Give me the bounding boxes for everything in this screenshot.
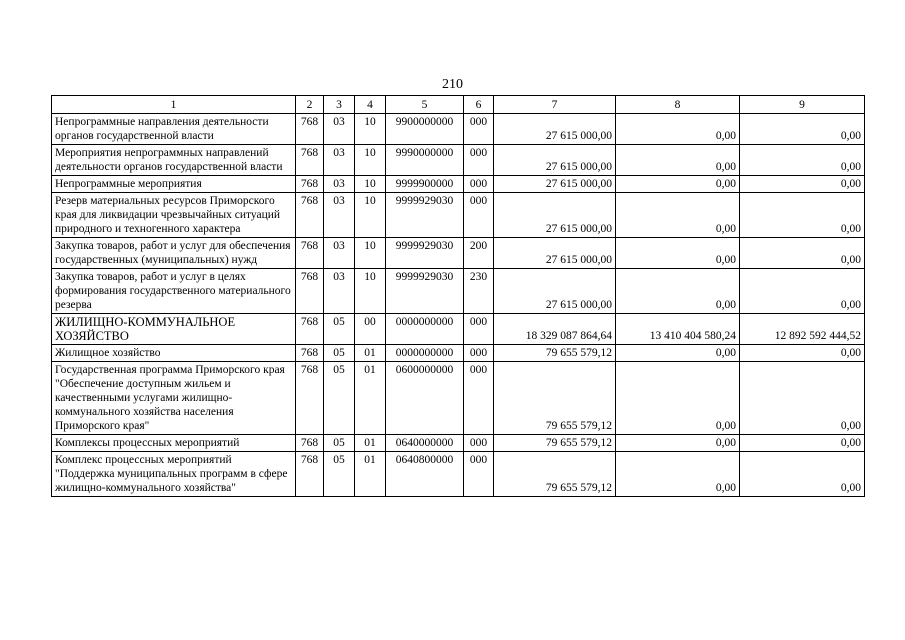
column-header: 3: [324, 96, 355, 114]
table-row: [52, 176, 865, 193]
row-name: Закупка товаров, работ и услуг в целях формирования государственного материального резерва: [52, 269, 296, 314]
target-article-code: 0600000000: [386, 362, 464, 435]
column-header: 2: [296, 96, 324, 114]
amount-col8: 0,00: [616, 238, 740, 269]
amount-col7: 27 615 000,00: [494, 193, 616, 238]
row-name: Закупка товаров, работ и услуг для обеспечения государственных (муниципальных) нужд: [52, 238, 296, 269]
table-row: [52, 238, 865, 269]
row-name: Комплексы процессных мероприятий: [52, 435, 296, 452]
section-code: 05: [324, 435, 355, 452]
amount-col9: 0,00: [740, 176, 865, 193]
amount-col8: 0,00: [616, 345, 740, 362]
ministry-code: 768: [296, 435, 324, 452]
column-header: 5: [386, 96, 464, 114]
section-code: 05: [324, 345, 355, 362]
table-row: [52, 452, 865, 497]
ministry-code: 768: [296, 176, 324, 193]
header-row: [52, 96, 865, 114]
target-article-code: 9900000000: [386, 114, 464, 145]
target-article-code: 0000000000: [386, 314, 464, 345]
ministry-code: 768: [296, 452, 324, 497]
amount-col8: 0,00: [616, 452, 740, 497]
section-code: 05: [324, 362, 355, 435]
column-header: 4: [355, 96, 386, 114]
subsection-code: 01: [355, 435, 386, 452]
amount-col8: 0,00: [616, 269, 740, 314]
section-code: 03: [324, 238, 355, 269]
subsection-code: 10: [355, 176, 386, 193]
amount-col9: 0,00: [740, 362, 865, 435]
amount-col9: 12 892 592 444,52: [740, 314, 865, 345]
amount-col8: 0,00: [616, 193, 740, 238]
column-header: 6: [464, 96, 494, 114]
row-name: Государственная программа Приморского края "Обеспечение доступным жильем и качественными услугами жилищно-коммунального хозяйства населения Приморского края": [52, 362, 296, 435]
subsection-code: 10: [355, 269, 386, 314]
section-code: 03: [324, 145, 355, 176]
target-article-code: 0000000000: [386, 345, 464, 362]
subsection-code: 01: [355, 345, 386, 362]
subsection-code: 10: [355, 238, 386, 269]
ministry-code: 768: [296, 145, 324, 176]
budget-table: [51, 95, 865, 497]
row-name: Непрограммные мероприятия: [52, 176, 296, 193]
ministry-code: 768: [296, 269, 324, 314]
expense-type-code: 000: [464, 176, 494, 193]
amount-col7: 79 655 579,12: [494, 452, 616, 497]
ministry-code: 768: [296, 314, 324, 345]
section-code: 03: [324, 193, 355, 238]
expense-type-code: 000: [464, 114, 494, 145]
amount-col7: 27 615 000,00: [494, 114, 616, 145]
amount-col8: 0,00: [616, 176, 740, 193]
ministry-code: 768: [296, 238, 324, 269]
amount-col9: 0,00: [740, 145, 865, 176]
amount-col8: 13 410 404 580,24: [616, 314, 740, 345]
table-row: [52, 314, 865, 345]
subsection-code: 00: [355, 314, 386, 345]
ministry-code: 768: [296, 345, 324, 362]
subsection-code: 10: [355, 145, 386, 176]
expense-type-code: 000: [464, 452, 494, 497]
expense-type-code: 000: [464, 193, 494, 238]
amount-col7: 79 655 579,12: [494, 345, 616, 362]
section-code: 05: [324, 314, 355, 345]
target-article-code: 0640000000: [386, 435, 464, 452]
row-name: Жилищное хозяйство: [52, 345, 296, 362]
amount-col9: 0,00: [740, 269, 865, 314]
row-name: Резерв материальных ресурсов Приморского края для ликвидации чрезвычайных ситуаций природного и техногенного характера: [52, 193, 296, 238]
amount-col7: 79 655 579,12: [494, 435, 616, 452]
target-article-code: 9999929030: [386, 193, 464, 238]
column-header: 9: [740, 96, 865, 114]
target-article-code: 0640800000: [386, 452, 464, 497]
amount-col9: 0,00: [740, 238, 865, 269]
target-article-code: 9999929030: [386, 269, 464, 314]
amount-col9: 0,00: [740, 345, 865, 362]
amount-col8: 0,00: [616, 362, 740, 435]
table-row: [52, 345, 865, 362]
expense-type-code: 200: [464, 238, 494, 269]
row-name: Непрограммные направления деятельности органов государственной власти: [52, 114, 296, 145]
amount-col7: 27 615 000,00: [494, 238, 616, 269]
row-name: Комплекс процессных мероприятий "Поддержка муниципальных программ в сфере жилищно-коммунального хозяйства": [52, 452, 296, 497]
amount-col7: 18 329 087 864,64: [494, 314, 616, 345]
amount-col7: 27 615 000,00: [494, 269, 616, 314]
table-row: [52, 114, 865, 145]
amount-col9: 0,00: [740, 193, 865, 238]
column-header: 7: [494, 96, 616, 114]
table-row: [52, 145, 865, 176]
table-row: [52, 193, 865, 238]
section-code: 03: [324, 269, 355, 314]
ministry-code: 768: [296, 362, 324, 435]
amount-col8: 0,00: [616, 145, 740, 176]
expense-type-code: 000: [464, 314, 494, 345]
table-row: [52, 362, 865, 435]
subsection-code: 01: [355, 452, 386, 497]
amount-col7: 27 615 000,00: [494, 145, 616, 176]
section-code: 03: [324, 114, 355, 145]
target-article-code: 9990000000: [386, 145, 464, 176]
amount-col7: 79 655 579,12: [494, 362, 616, 435]
column-header: 1: [52, 96, 296, 114]
amount-col7: 27 615 000,00: [494, 176, 616, 193]
row-name: Мероприятия непрограммных направлений деятельности органов государственной власти: [52, 145, 296, 176]
amount-col8: 0,00: [616, 435, 740, 452]
expense-type-code: 230: [464, 269, 494, 314]
ministry-code: 768: [296, 114, 324, 145]
subsection-code: 01: [355, 362, 386, 435]
table-row: [52, 435, 865, 452]
amount-col9: 0,00: [740, 452, 865, 497]
target-article-code: 9999929030: [386, 238, 464, 269]
target-article-code: 9999900000: [386, 176, 464, 193]
column-header: 8: [616, 96, 740, 114]
ministry-code: 768: [296, 193, 324, 238]
subsection-code: 10: [355, 193, 386, 238]
section-code: 05: [324, 452, 355, 497]
expense-type-code: 000: [464, 345, 494, 362]
subsection-code: 10: [355, 114, 386, 145]
page-number: 210: [442, 77, 463, 92]
amount-col9: 0,00: [740, 114, 865, 145]
row-name: ЖИЛИЩНО-КОММУНАЛЬНОЕ ХОЗЯЙСТВО: [52, 314, 296, 345]
expense-type-code: 000: [464, 435, 494, 452]
expense-type-code: 000: [464, 145, 494, 176]
table-row: [52, 269, 865, 314]
expense-type-code: 000: [464, 362, 494, 435]
section-code: 03: [324, 176, 355, 193]
amount-col8: 0,00: [616, 114, 740, 145]
amount-col9: 0,00: [740, 435, 865, 452]
